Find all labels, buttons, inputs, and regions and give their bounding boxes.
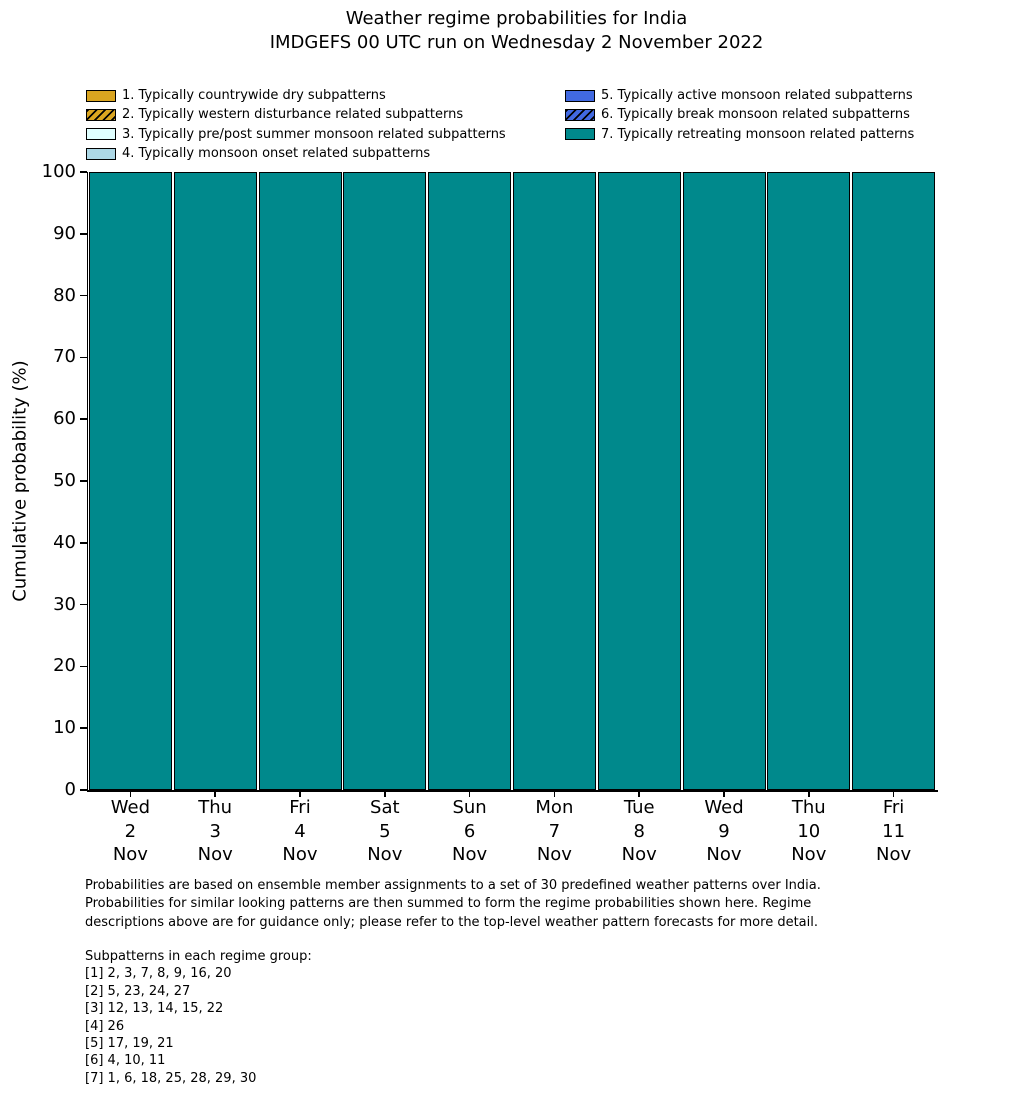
x-tick-label-line: 3 [209, 820, 221, 842]
footnote-line: descriptions above are for guidance only; please refer to the top-level weather pattern forecasts for more detail. [85, 914, 818, 930]
x-tick-label-line: Nov [706, 844, 742, 865]
legend-label: 3. Typically pre/post summer monsoon related subpatterns [122, 126, 506, 142]
bar-segment [513, 172, 596, 790]
x-tick-label-line: Wed [110, 797, 151, 818]
x-tick-label-line: Nov [536, 844, 572, 865]
x-tick-label-line: Sat [370, 797, 400, 818]
legend-item [86, 86, 506, 105]
legend-label: 5. Typically active monsoon related subpatterns [601, 88, 913, 104]
subpattern-line: [4] 26 [85, 1018, 125, 1034]
y-tick [80, 789, 87, 791]
legend-label: 7. Typically retreating monsoon related patterns [601, 126, 915, 142]
x-tick-label-line: Nov [621, 844, 657, 865]
x-tick-label-line: Sun [452, 797, 487, 818]
y-tick-label: 100 [41, 161, 76, 182]
x-tick-label [834, 796, 954, 867]
y-tick-label: 70 [53, 346, 76, 368]
bar-segment [852, 172, 935, 790]
y-tick [80, 727, 87, 729]
x-tick-label-line: Nov [112, 844, 148, 865]
legend-item [86, 105, 506, 124]
x-tick-label-line: 2 [124, 820, 137, 842]
bar-segment [174, 172, 257, 790]
y-tick [80, 542, 87, 544]
x-tick-label-line: Tue [623, 797, 655, 818]
footnote [85, 877, 821, 932]
legend-label: 4. Typically monsoon onset related subpatterns [122, 146, 431, 162]
x-tick-label-line: Nov [452, 844, 488, 865]
subpatterns-heading: Subpatterns in each regime group: [85, 949, 312, 964]
x-tick-label-line: Thu [791, 797, 826, 818]
y-tick-label: 20 [53, 655, 76, 677]
subpattern-line: [5] 17, 19, 21 [85, 1036, 174, 1052]
legend-swatch [86, 128, 116, 140]
x-tick-label-line: 7 [548, 820, 561, 842]
y-tick [80, 418, 87, 420]
bar-segment [683, 172, 766, 790]
x-tick-label-line: Nov [197, 844, 233, 865]
bar-segment [343, 172, 426, 790]
y-tick-label: 60 [53, 408, 76, 430]
x-tick-label-line: 6 [463, 820, 476, 842]
legend-swatch [86, 109, 116, 121]
legend-item [565, 125, 914, 144]
y-tick [80, 604, 87, 606]
legend-column-right [565, 86, 914, 144]
x-tick-label-line: Nov [791, 844, 827, 865]
legend-swatch [565, 109, 595, 121]
y-tick [80, 480, 87, 482]
legend-swatch [565, 128, 595, 140]
x-tick-label-line: 11 [882, 820, 906, 842]
bar-segment [767, 172, 850, 790]
y-tick-label: 90 [53, 222, 76, 244]
x-tick-label-line: Mon [535, 797, 574, 818]
bar-segment [259, 172, 342, 790]
legend-item [86, 125, 506, 144]
x-tick-label-line: Wed [704, 797, 744, 818]
plot-area [88, 172, 936, 790]
y-tick-label: 0 [64, 779, 76, 800]
legend-swatch [86, 90, 116, 102]
x-tick-label-line: Nov [282, 844, 318, 865]
legend-swatch [565, 90, 595, 102]
y-tick-label: 50 [53, 470, 76, 491]
legend-swatch [86, 148, 116, 160]
x-tick-label-line: 8 [633, 820, 645, 842]
legend-item [565, 105, 914, 124]
footnote-line: Probabilities for similar looking patterns are then summed to form the regime probabilities shown here. Regime [85, 896, 812, 912]
bar-segment [89, 172, 172, 790]
bar-segment [428, 172, 511, 790]
x-tick-label-line: 4 [294, 820, 306, 842]
y-tick [80, 233, 87, 235]
subpattern-line: [2] 5, 23, 24, 27 [85, 983, 191, 999]
subpattern-line: [7] 1, 6, 18, 25, 28, 29, 30 [85, 1070, 257, 1086]
y-axis-label: Cumulative probability (%) [9, 360, 31, 602]
chart-title: Weather regime probabilities for India [345, 8, 688, 29]
bar-segment [598, 172, 681, 790]
x-tick-label-line: 5 [379, 820, 391, 842]
subpattern-line: [3] 12, 13, 14, 15, 22 [85, 1001, 224, 1017]
legend-label: 6. Typically break monsoon related subpatterns [601, 107, 910, 123]
y-tick-label: 40 [53, 531, 76, 553]
x-tick-label-line: Nov [876, 844, 912, 865]
chart-subtitle: IMDGEFS 00 UTC run on Wednesday 2 November 2022 [269, 32, 764, 53]
subpattern-line: [6] 4, 10, 11 [85, 1053, 166, 1069]
x-tick-label-line: Fri [882, 797, 905, 818]
legend-column-left [86, 86, 506, 163]
y-tick-label: 30 [53, 593, 76, 615]
legend-label: 1. Typically countrywide dry subpatterns [122, 88, 386, 104]
x-tick-label-line: Thu [198, 797, 233, 818]
x-tick-label-line: Nov [367, 844, 403, 865]
subpatterns-list [85, 948, 312, 1087]
y-tick [80, 171, 87, 173]
y-tick [80, 295, 87, 297]
subpattern-lines [85, 965, 312, 1087]
subpattern-line: [1] 2, 3, 7, 8, 9, 16, 20 [85, 966, 232, 982]
y-tick [80, 666, 87, 668]
x-tick-label-line: 9 [718, 820, 730, 842]
x-tick-label-line: 10 [797, 820, 821, 842]
footnote-line: Probabilities are based on ensemble member assignments to a set of 30 predefined weather patterns over India. [85, 878, 821, 893]
legend-item [565, 86, 914, 105]
y-tick-label: 80 [53, 284, 76, 306]
title-block [0, 7, 1033, 55]
legend-label: 2. Typically western disturbance related subpatterns [122, 107, 464, 123]
y-tick-label: 10 [53, 717, 76, 739]
y-tick [80, 357, 87, 359]
legend-item [86, 144, 506, 163]
x-tick-label-line: Fri [289, 797, 311, 818]
